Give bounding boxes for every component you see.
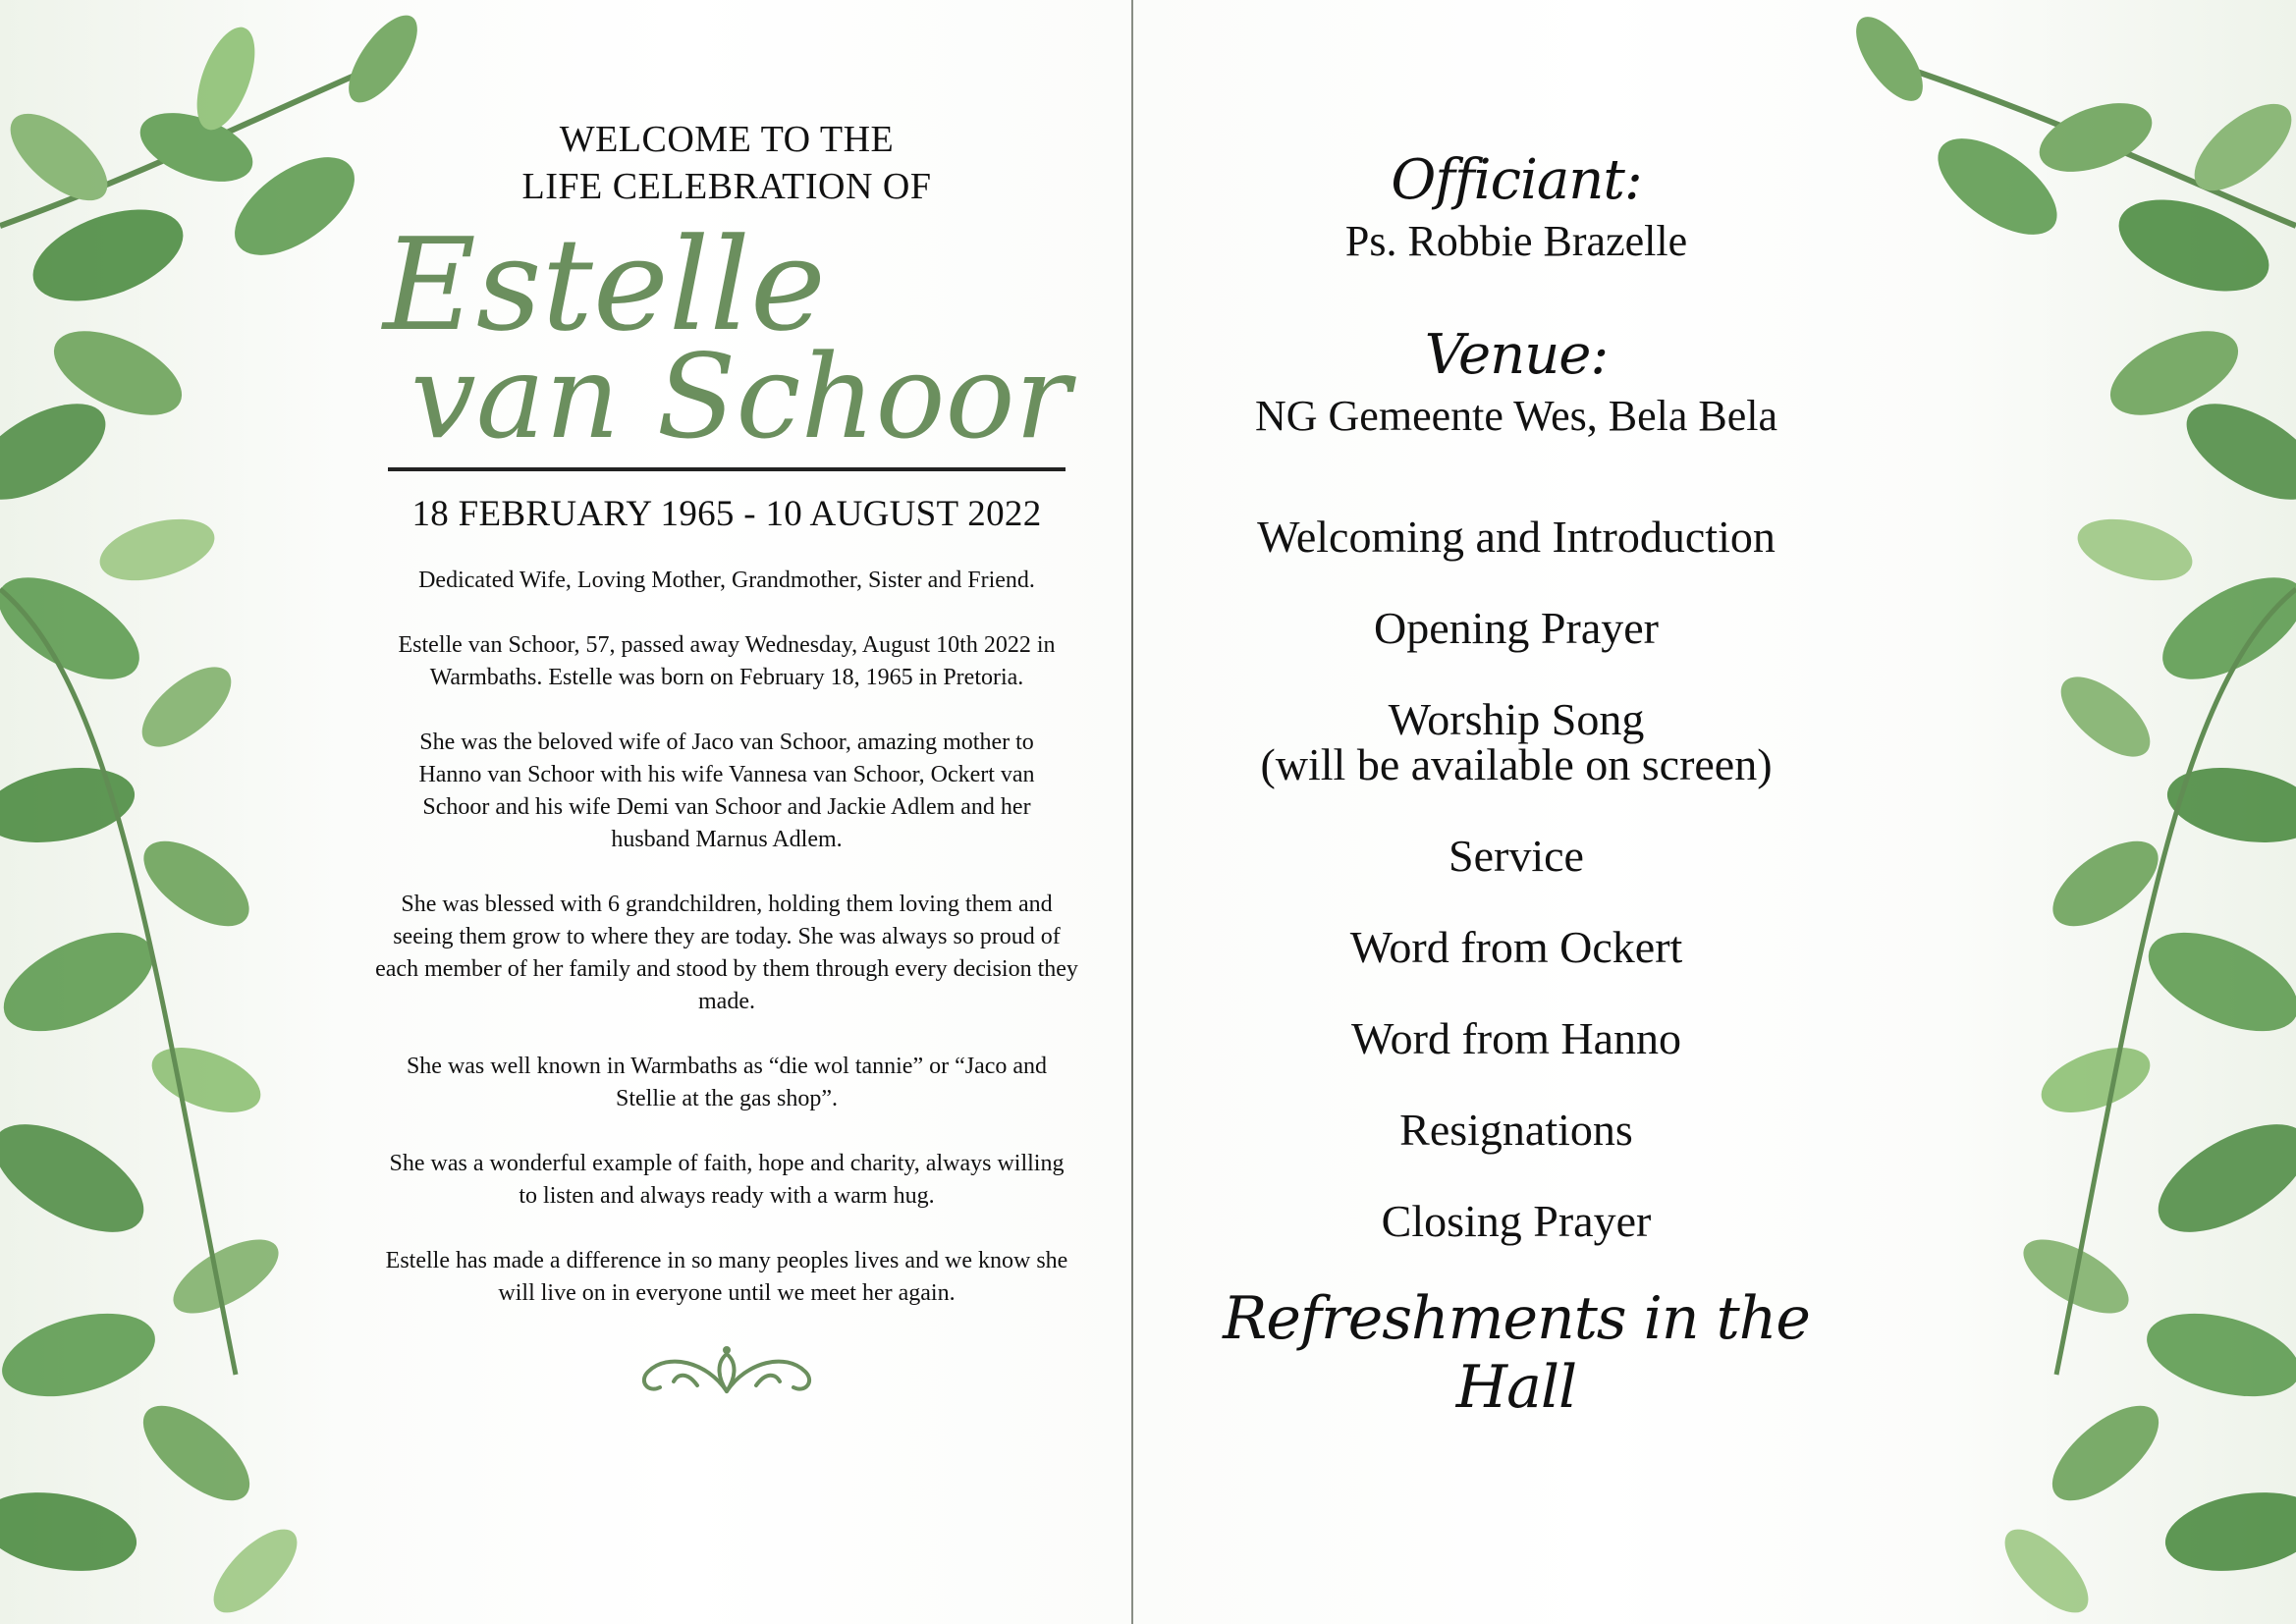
programme-item-worship: [1173, 695, 1860, 789]
venue-name: NG Gemeente Wes, Bela Bela: [1254, 392, 1778, 440]
obituary-paragraph-3: She was the beloved wife of Jaco van Schoor, amazing mother to Hanno van Schoor with his wife Vannesa van Schoor, Ockert van Schoor and his wife Demi van Schoor and Jackie Adlem and her husband Marnus Adlem.: [418, 730, 1035, 852]
programme-item: Word from Hanno: [1350, 1013, 1682, 1063]
welcome-line-2: LIFE CELEBRATION OF: [521, 166, 932, 207]
name-line-1: Estelle: [383, 216, 826, 359]
obituary-paragraph-2: Estelle van Schoor, 57, passed away Wednesday, August 10th 2022 in Warmbaths. Estelle was born on February 18, 1965 in Pretoria.: [398, 632, 1056, 690]
worship-note: (will be available on screen): [1260, 739, 1773, 789]
life-dates: 18 FEBRUARY 1965 - 10 AUGUST 2022: [411, 494, 1042, 534]
memorial-text-column: [373, 116, 1080, 1401]
programme-item: Resignations: [1399, 1105, 1633, 1155]
officiant-label: Officiant:: [1391, 148, 1642, 212]
programme-item: Service: [1449, 831, 1584, 881]
divider-rule: [388, 467, 1066, 471]
obituary-paragraph-7: Estelle has made a difference in so many peoples lives and we know she will live on in everyone until we meet her again.: [385, 1248, 1068, 1306]
obituary-paragraph-6: She was a wonderful example of faith, hope and charity, always willing to listen and always ready with a warm hug.: [389, 1151, 1065, 1209]
venue-label: Venue:: [1424, 323, 1609, 387]
obituary-paragraph-5: She was well known in Warmbaths as “die wol tannie” or “Jaco and Stellie at the gas shop”.: [406, 1054, 1048, 1111]
welcome-line-1: WELCOME TO THE: [559, 119, 895, 160]
name-line-2: van Schoor: [410, 329, 1070, 461]
right-page: [1133, 0, 2296, 1624]
obituary-paragraph-4: She was blessed with 6 grandchildren, holding them loving them and seeing them grow to where they are today. She was always so proud of each member of her family and stood by them through every decision they made.: [375, 892, 1078, 1014]
welcome-heading: [373, 116, 1080, 210]
programme-item-label: Worship Song: [1388, 694, 1645, 744]
refreshments-note: Refreshments in the Hall: [1223, 1284, 1810, 1422]
programme-item: Welcoming and Introduction: [1257, 512, 1776, 562]
programme-item: Opening Prayer: [1374, 603, 1659, 653]
deceased-name: [373, 216, 1080, 461]
flourish-ornament-icon: [629, 1342, 825, 1401]
officiant-name: Ps. Robbie Brazelle: [1344, 217, 1688, 265]
programme-item: Closing Prayer: [1381, 1196, 1652, 1246]
left-page: [0, 0, 1133, 1624]
service-programme-column: [1173, 147, 1860, 1422]
programme-item: Word from Ockert: [1349, 922, 1683, 972]
obituary-paragraph-1: Dedicated Wife, Loving Mother, Grandmother, Sister and Friend.: [418, 568, 1035, 593]
